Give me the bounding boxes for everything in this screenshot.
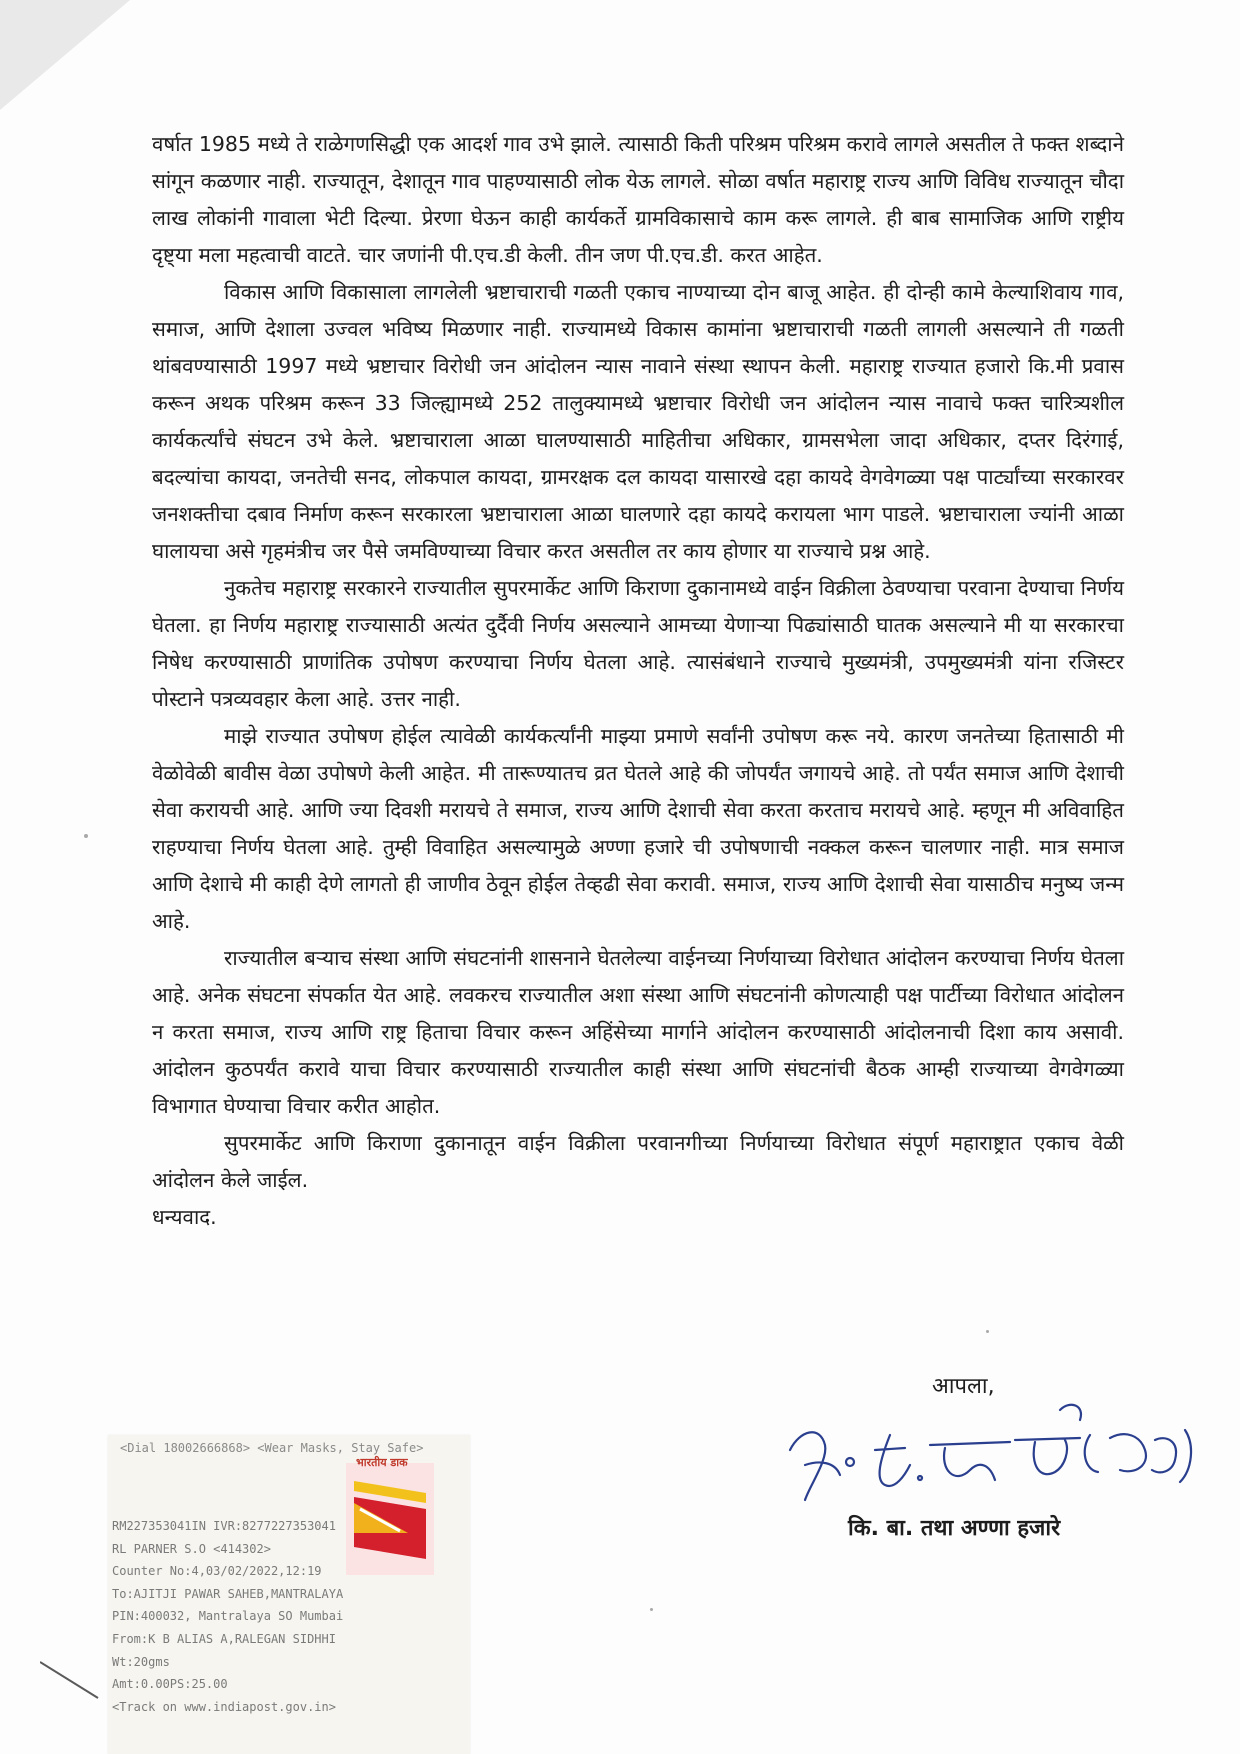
salutation: आपला, bbox=[932, 1374, 995, 1399]
receipt-details bbox=[112, 1515, 343, 1718]
paragraph-5: राज्यातील बऱ्याच संस्था आणि संघटनांनी शासनाने घेतलेल्या वाईनच्या निर्णयाच्या विरोधात आंदोलन करण्याचा निर्णय घेतला आहे. अनेक संघटना संपर्कात येत आहे. लवकरच राज्यातील अशा संस्था आणि संघटनांनी कोणत्याही पक्ष पार्टीच्या विरोधात आंदोलन न करता समाज, राज्य आणि राष्ट्र हिताचा विचार करून अहिंसेच्या मार्गाने आंदोलन करण्यासाठी आंदोलनाची दिशा काय असावी. आंदोलन कुठपर्यंत करावे याचा विचार करण्यासाठी राज्यातील काही संस्था आणि संघटनांची बैठक आम्ही राज्याच्या वेगवेगळ्या विभागात घेण्याचा विचार करीत आहोत. bbox=[152, 946, 1124, 1118]
receipt-line-tracking: RM227353041IN IVR:8277227353041 bbox=[112, 1519, 336, 1533]
receipt-line-counter: Counter No:4,03/02/2022,12:19 bbox=[112, 1564, 322, 1579]
receipt-line-pin: PIN:400032, Mantralaya SO Mumbai bbox=[112, 1609, 344, 1624]
india-post-logo-icon bbox=[346, 1463, 434, 1575]
receipt-line-office: RL PARNER S.O <414302> bbox=[112, 1541, 271, 1556]
speed-post-receipt bbox=[108, 1435, 470, 1754]
signatory-name: कि. बा. तथा अण्णा हजारे bbox=[848, 1516, 1061, 1541]
paragraph-1: वर्षात 1985 मध्ये ते राळेगणसिद्धी एक आदर्श गाव उभे झाले. त्यासाठी किती परिश्रम परिश्रम करावे लागले असतील ते फक्त शब्दाने सांगून कळणार नाही. राज्यातून, देशातून गाव पाहण्यासाठी लोक येऊ लागले. सोळा वर्षात महाराष्ट्र राज्य आणि विविध राज्यातून चौदा लाख लोकांनी गावाला भेटी दिल्या. प्रेरणा घेऊन काही कार्यकर्ते ग्रामविकासाचे काम करू लागले. ही बाब सामाजिक आणि राष्ट्रीय दृष्ट्या मला महत्वाची वाटते. चार जणांनी पी.एच.डी केली. तीन जण पी.एच.डी. करत आहेत. bbox=[152, 132, 1124, 267]
india-post-caption: भारतीय डाक bbox=[356, 1456, 408, 1469]
paper-speck bbox=[650, 1608, 653, 1611]
signature-drawing bbox=[780, 1390, 1220, 1520]
receipt-line-weight: Wt:20gms bbox=[112, 1654, 170, 1669]
paragraph-6: सुपरमार्केट आणि किराणा दुकानातून वाईन विक्रीला परवानगीच्या निर्णयाच्या विरोधात संपूर्ण महाराष्ट्रात एकाच वेळी आंदोलन केले जाईल. bbox=[152, 1131, 1124, 1192]
paragraph-4: माझे राज्यात उपोषण होईल त्यावेळी कार्यकर्त्यांनी माझ्या प्रमाणे सर्वांनी उपोषण करू नये. कारण जनतेच्या हितासाठी मी वेळोवेळी बावीस वेळा उपोषणे केली आहेत. मी तारूण्यातच व्रत घेतले आहे की जोपर्यंत जगायचे आहे. तो पर्यंत समाज आणि देशाची सेवा करायची आहे. आणि ज्या दिवशी मरायचे ते समाज, राज्य आणि देशाची सेवा करता करताच मरायचे आहे. म्हणून मी अविवाहित राहण्याचा निर्णय घेतला आहे. तुम्ही विवाहित असल्यामुळे अण्णा हजारे ची उपोषणाची नक्कल करून चालणार नाही. मात्र समाज आणि देशाचे मी काही देणे लागतो ही जाणीव ठेवून होईल तेव्हढी सेवा करावी. समाज, राज्य आणि देशाची सेवा यासाठीच मनुष्य जन्म आहे. bbox=[152, 724, 1124, 933]
handwritten-signature bbox=[780, 1390, 1220, 1520]
letter-body bbox=[152, 126, 1124, 1236]
paper-scratch-mark bbox=[40, 1660, 100, 1700]
paragraph-3: नुकतेच महाराष्ट्र सरकारने राज्यातील सुपरमार्केट आणि किराणा दुकानामध्ये वाईन विक्रीला ठेवण्याचा परवाना देण्याचा निर्णय घेतला. हा निर्णय महाराष्ट्र राज्यासाठी अत्यंत दुर्दैवी निर्णय असल्याने आमच्या येणाऱ्या पिढ्यांसाठी घातक असल्याने मी या सरकारचा निषेध करण्यासाठी प्राणांतिक उपोषण करण्याचा निर्णय घेतला आहे. त्यासंबंधाने राज्याचे मुख्यमंत्री, उपमुख्यमंत्री यांना रजिस्टर पोस्टाने पत्रव्यवहार केला आहे. उत्तर नाही. bbox=[152, 576, 1124, 711]
folded-corner bbox=[0, 0, 130, 110]
receipt-header: <Dial 18002666868> <Wear Masks, Stay Safe> bbox=[120, 1441, 424, 1455]
receipt-line-amount: Amt:0.00PS:25.00 bbox=[112, 1677, 228, 1692]
paper-speck bbox=[986, 1330, 989, 1333]
receipt-line-track: <Track on www.indiapost.gov.in> bbox=[112, 1699, 336, 1714]
receipt-line-to: To:AJITJI PAWAR SAHEB,MANTRALAYA bbox=[112, 1586, 344, 1601]
closing-thanks: धन्यवाद. bbox=[152, 1205, 217, 1229]
receipt-line-from: From:K B ALIAS A,RALEGAN SIDHHI bbox=[112, 1631, 336, 1646]
paper-speck bbox=[84, 834, 88, 838]
paragraph-2: विकास आणि विकासाला लागलेली भ्रष्टाचाराची गळती एकाच नाण्याच्या दोन बाजू आहेत. ही दोन्ही कामे केल्याशिवाय गाव, समाज, आणि देशाला उज्वल भविष्य मिळणार नाही. राज्यामध्ये विकास कामांना भ्रष्टाचाराची गळती लागली असल्याने ती गळती थांबवण्यासाठी 1997 मध्ये भ्रष्टाचार विरोधी जन आंदोलन न्यास नावाने संस्था स्थापन केली. महाराष्ट्र राज्यात हजारो कि.मी प्रवास करून अथक परिश्रम करून 33 जिल्ह्यामध्ये 252 तालुक्यामध्ये भ्रष्टाचार विरोधी जन आंदोलन न्यास नावाचे फक्त चारित्र्यशील कार्यकर्त्यांचे संघटन उभे केले. भ्रष्टाचाराला आळा घालण्यासाठी माहितीचा अधिकार, ग्रामसभेला जादा अधिकार, दप्तर दिरंगाई, बदल्यांचा कायदा, जनतेची सनद, लोकपाल कायदा, ग्रामरक्षक दल कायदा यासारखे दहा कायदे वेगवेगळ्या पक्ष पार्ट्यांच्या सरकारवर जनशक्तीचा दबाव निर्माण करून सरकारला भ्रष्टाचाराला आळा घालणारे दहा कायदे करायला भाग पाडले. भ्रष्टाचाराला ज्यांनी आळा घालायचा असे गृहमंत्रीच जर पैसे जमविण्याच्या विचार करत असतील तर काय होणार या राज्याचे प्रश्न आहे. bbox=[152, 280, 1124, 563]
